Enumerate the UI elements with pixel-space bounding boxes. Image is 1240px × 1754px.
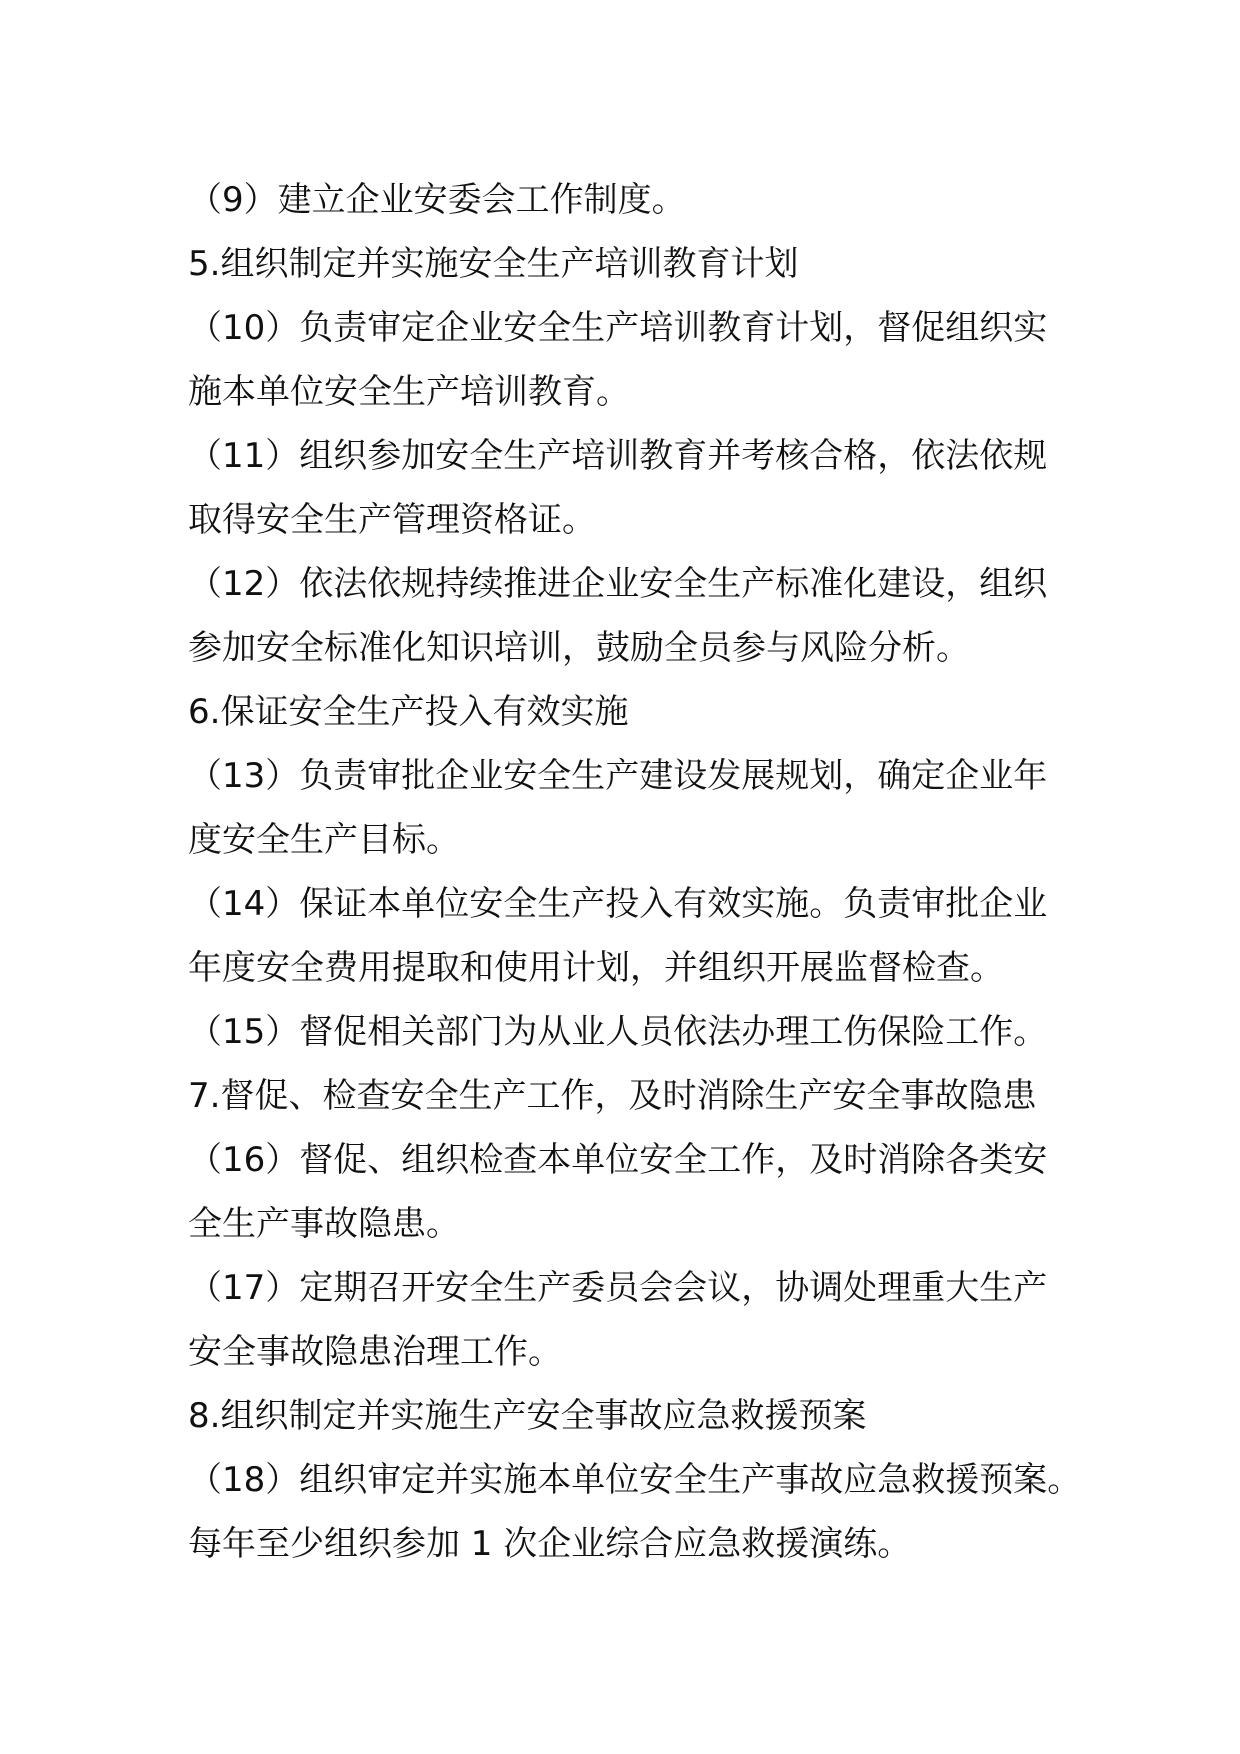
section-heading-5: 5.组织制定并实施安全生产培训教育计划 <box>188 244 799 284</box>
list-item-10: （10）负责审定企业安全生产培训教育计划，督促组织实 <box>188 308 1048 348</box>
list-item-16: （16）督促、组织检查本单位安全工作，及时消除各类安 <box>188 1140 1048 1180</box>
section-heading-6: 6.保证安全生产投入有效实施 <box>188 692 629 732</box>
list-item-17: （17）定期召开安全生产委员会会议，协调处理重大生产 <box>188 1268 1048 1308</box>
list-item-13-continued: 度安全生产目标。 <box>188 820 460 860</box>
section-heading-8: 8.组织制定并实施生产安全事故应急救援预案 <box>188 1396 867 1436</box>
list-item-9: （9）建立企业安委会工作制度。 <box>188 180 686 220</box>
list-item-11: （11）组织参加安全生产培训教育并考核合格，依法依规 <box>188 436 1048 476</box>
list-item-12-continued: 参加安全标准化知识培训，鼓励全员参与风险分析。 <box>188 628 970 668</box>
section-heading-7: 7.督促、检查安全生产工作，及时消除生产安全事故隐患 <box>188 1076 1037 1116</box>
list-item-18: （18）组织审定并实施本单位安全生产事故应急救援预案。 <box>188 1460 1082 1500</box>
list-item-14-continued: 年度安全费用提取和使用计划，并组织开展监督检查。 <box>188 948 1004 988</box>
list-item-16-continued: 全生产事故隐患。 <box>188 1204 460 1244</box>
list-item-13: （13）负责审批企业安全生产建设发展规划，确定企业年 <box>188 756 1048 796</box>
list-item-17-continued: 安全事故隐患治理工作。 <box>188 1332 562 1372</box>
list-item-18-continued: 每年至少组织参加 1 次企业综合应急救援演练。 <box>188 1524 912 1564</box>
document-body <box>188 168 1082 1576</box>
list-item-12: （12）依法依规持续推进企业安全生产标准化建设，组织 <box>188 564 1048 604</box>
list-item-10-continued: 施本单位安全生产培训教育。 <box>188 372 630 412</box>
list-item-15: （15）督促相关部门为从业人员依法办理工伤保险工作。 <box>188 1012 1048 1052</box>
list-item-11-continued: 取得安全生产管理资格证。 <box>188 500 596 540</box>
list-item-14: （14）保证本单位安全生产投入有效实施。负责审批企业 <box>188 884 1048 924</box>
